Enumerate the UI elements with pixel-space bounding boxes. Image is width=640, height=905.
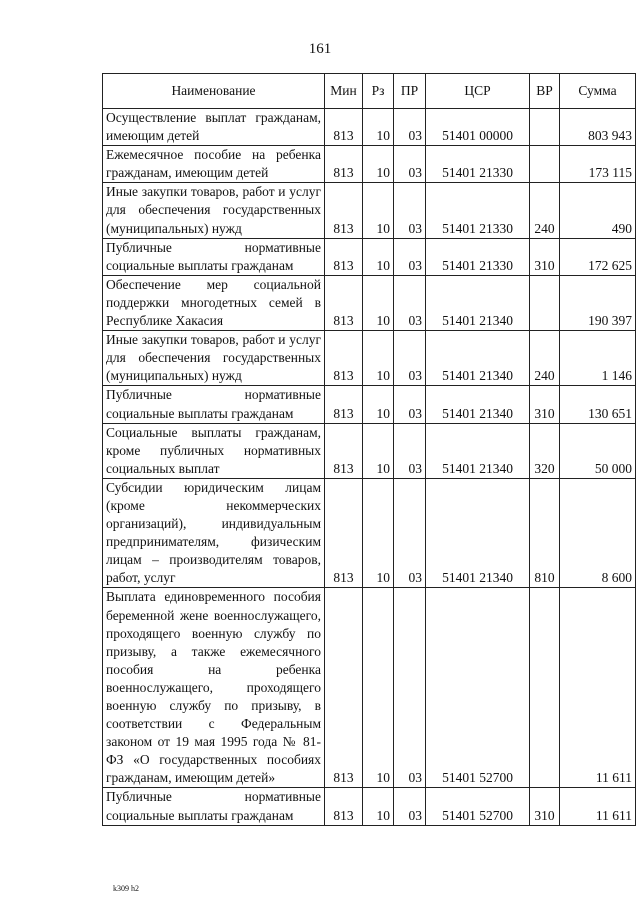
row-sum: 11 611 [560, 788, 636, 825]
row-rz: 10 [363, 423, 394, 478]
row-pr: 03 [394, 146, 426, 183]
row-sum: 11 611 [560, 588, 636, 788]
table-row [103, 386, 636, 423]
table-row [103, 109, 636, 146]
row-csr: 51401 00000 [426, 109, 530, 146]
row-pr: 03 [394, 588, 426, 788]
row-name: Ежемесячное пособие на ребенка гражданам, имеющим детей [103, 146, 325, 183]
row-rz: 10 [363, 788, 394, 825]
row-min: 813 [325, 588, 363, 788]
row-pr: 03 [394, 386, 426, 423]
row-sum: 130 651 [560, 386, 636, 423]
table-row [103, 238, 636, 275]
row-sum: 173 115 [560, 146, 636, 183]
row-name: Иные закупки товаров, работ и услуг для обеспечения государственных (муниципальных) нужд [103, 331, 325, 386]
row-pr: 03 [394, 478, 426, 588]
row-vr [530, 146, 560, 183]
page-number: 161 [308, 41, 332, 57]
header-pr: ПР [394, 74, 426, 109]
row-rz: 10 [363, 478, 394, 588]
table-row [103, 588, 636, 788]
row-sum: 50 000 [560, 423, 636, 478]
row-pr: 03 [394, 331, 426, 386]
row-pr: 03 [394, 275, 426, 330]
row-vr [530, 275, 560, 330]
row-vr [530, 109, 560, 146]
row-min: 813 [325, 386, 363, 423]
row-vr: 810 [530, 478, 560, 588]
row-pr: 03 [394, 238, 426, 275]
row-rz: 10 [363, 183, 394, 238]
row-min: 813 [325, 238, 363, 275]
header-min: Мин [325, 74, 363, 109]
row-sum: 803 943 [560, 109, 636, 146]
row-name: Социальные выплаты гражданам, кроме публичных нормативных социальных выплат [103, 423, 325, 478]
row-pr: 03 [394, 109, 426, 146]
footer-code: k309 h2 [113, 884, 139, 893]
row-vr: 310 [530, 788, 560, 825]
row-csr: 51401 21330 [426, 183, 530, 238]
row-sum: 172 625 [560, 238, 636, 275]
table-row [103, 146, 636, 183]
row-min: 813 [325, 478, 363, 588]
row-name: Обеспечение мер социальной поддержки многодетных семей в Республике Хакасия [103, 275, 325, 330]
row-csr: 51401 21340 [426, 478, 530, 588]
row-sum: 190 397 [560, 275, 636, 330]
row-csr: 51401 21330 [426, 146, 530, 183]
header-sum: Сумма [560, 74, 636, 109]
row-min: 813 [325, 183, 363, 238]
header-name: Наименование [103, 74, 325, 109]
row-sum: 1 146 [560, 331, 636, 386]
row-vr [530, 588, 560, 788]
table-row [103, 275, 636, 330]
row-pr: 03 [394, 788, 426, 825]
row-csr: 51401 21330 [426, 238, 530, 275]
row-rz: 10 [363, 588, 394, 788]
row-name: Публичные нормативные социальные выплаты гражданам [103, 386, 325, 423]
row-rz: 10 [363, 331, 394, 386]
row-csr: 51401 52700 [426, 788, 530, 825]
row-min: 813 [325, 331, 363, 386]
table-row [103, 423, 636, 478]
row-csr: 51401 21340 [426, 331, 530, 386]
table-row [103, 331, 636, 386]
row-min: 813 [325, 109, 363, 146]
row-rz: 10 [363, 386, 394, 423]
row-csr: 51401 52700 [426, 588, 530, 788]
row-vr: 320 [530, 423, 560, 478]
row-min: 813 [325, 788, 363, 825]
row-name: Субсидии юридическим лицам (кроме некоммерческих организаций), индивидуальным предпринимателям, физическим лицам – производителям товаров, работ, услуг [103, 478, 325, 588]
row-vr: 240 [530, 183, 560, 238]
header-vr: ВР [530, 74, 560, 109]
row-csr: 51401 21340 [426, 386, 530, 423]
row-name: Публичные нормативные социальные выплаты гражданам [103, 788, 325, 825]
header-csr: ЦСР [426, 74, 530, 109]
row-vr: 310 [530, 386, 560, 423]
table-row [103, 183, 636, 238]
row-vr: 240 [530, 331, 560, 386]
row-name: Публичные нормативные социальные выплаты гражданам [103, 238, 325, 275]
row-min: 813 [325, 275, 363, 330]
table-row [103, 788, 636, 825]
row-min: 813 [325, 146, 363, 183]
header-rz: Рз [363, 74, 394, 109]
row-min: 813 [325, 423, 363, 478]
budget-table [102, 73, 636, 826]
row-pr: 03 [394, 423, 426, 478]
row-name: Иные закупки товаров, работ и услуг для обеспечения государственных (муниципальных) нужд [103, 183, 325, 238]
row-csr: 51401 21340 [426, 275, 530, 330]
row-rz: 10 [363, 275, 394, 330]
table-row [103, 478, 636, 588]
row-pr: 03 [394, 183, 426, 238]
row-sum: 8 600 [560, 478, 636, 588]
row-rz: 10 [363, 146, 394, 183]
row-name: Осуществление выплат гражданам, имеющим детей [103, 109, 325, 146]
row-csr: 51401 21340 [426, 423, 530, 478]
row-vr: 310 [530, 238, 560, 275]
row-rz: 10 [363, 109, 394, 146]
row-rz: 10 [363, 238, 394, 275]
row-sum: 490 [560, 183, 636, 238]
row-name: Выплата единовременного пособия беременной жене военнослужащего, проходящего военную службу по призыву, а также ежемесячного пособия на ребенка военнослужащего, проходящего военную службу по призыву, в соответствии с Федеральным законом от 19 мая 1995 года № 81-ФЗ «О государственных пособиях гражданам, имеющим детей» [103, 588, 325, 788]
table-header-row [103, 74, 636, 109]
